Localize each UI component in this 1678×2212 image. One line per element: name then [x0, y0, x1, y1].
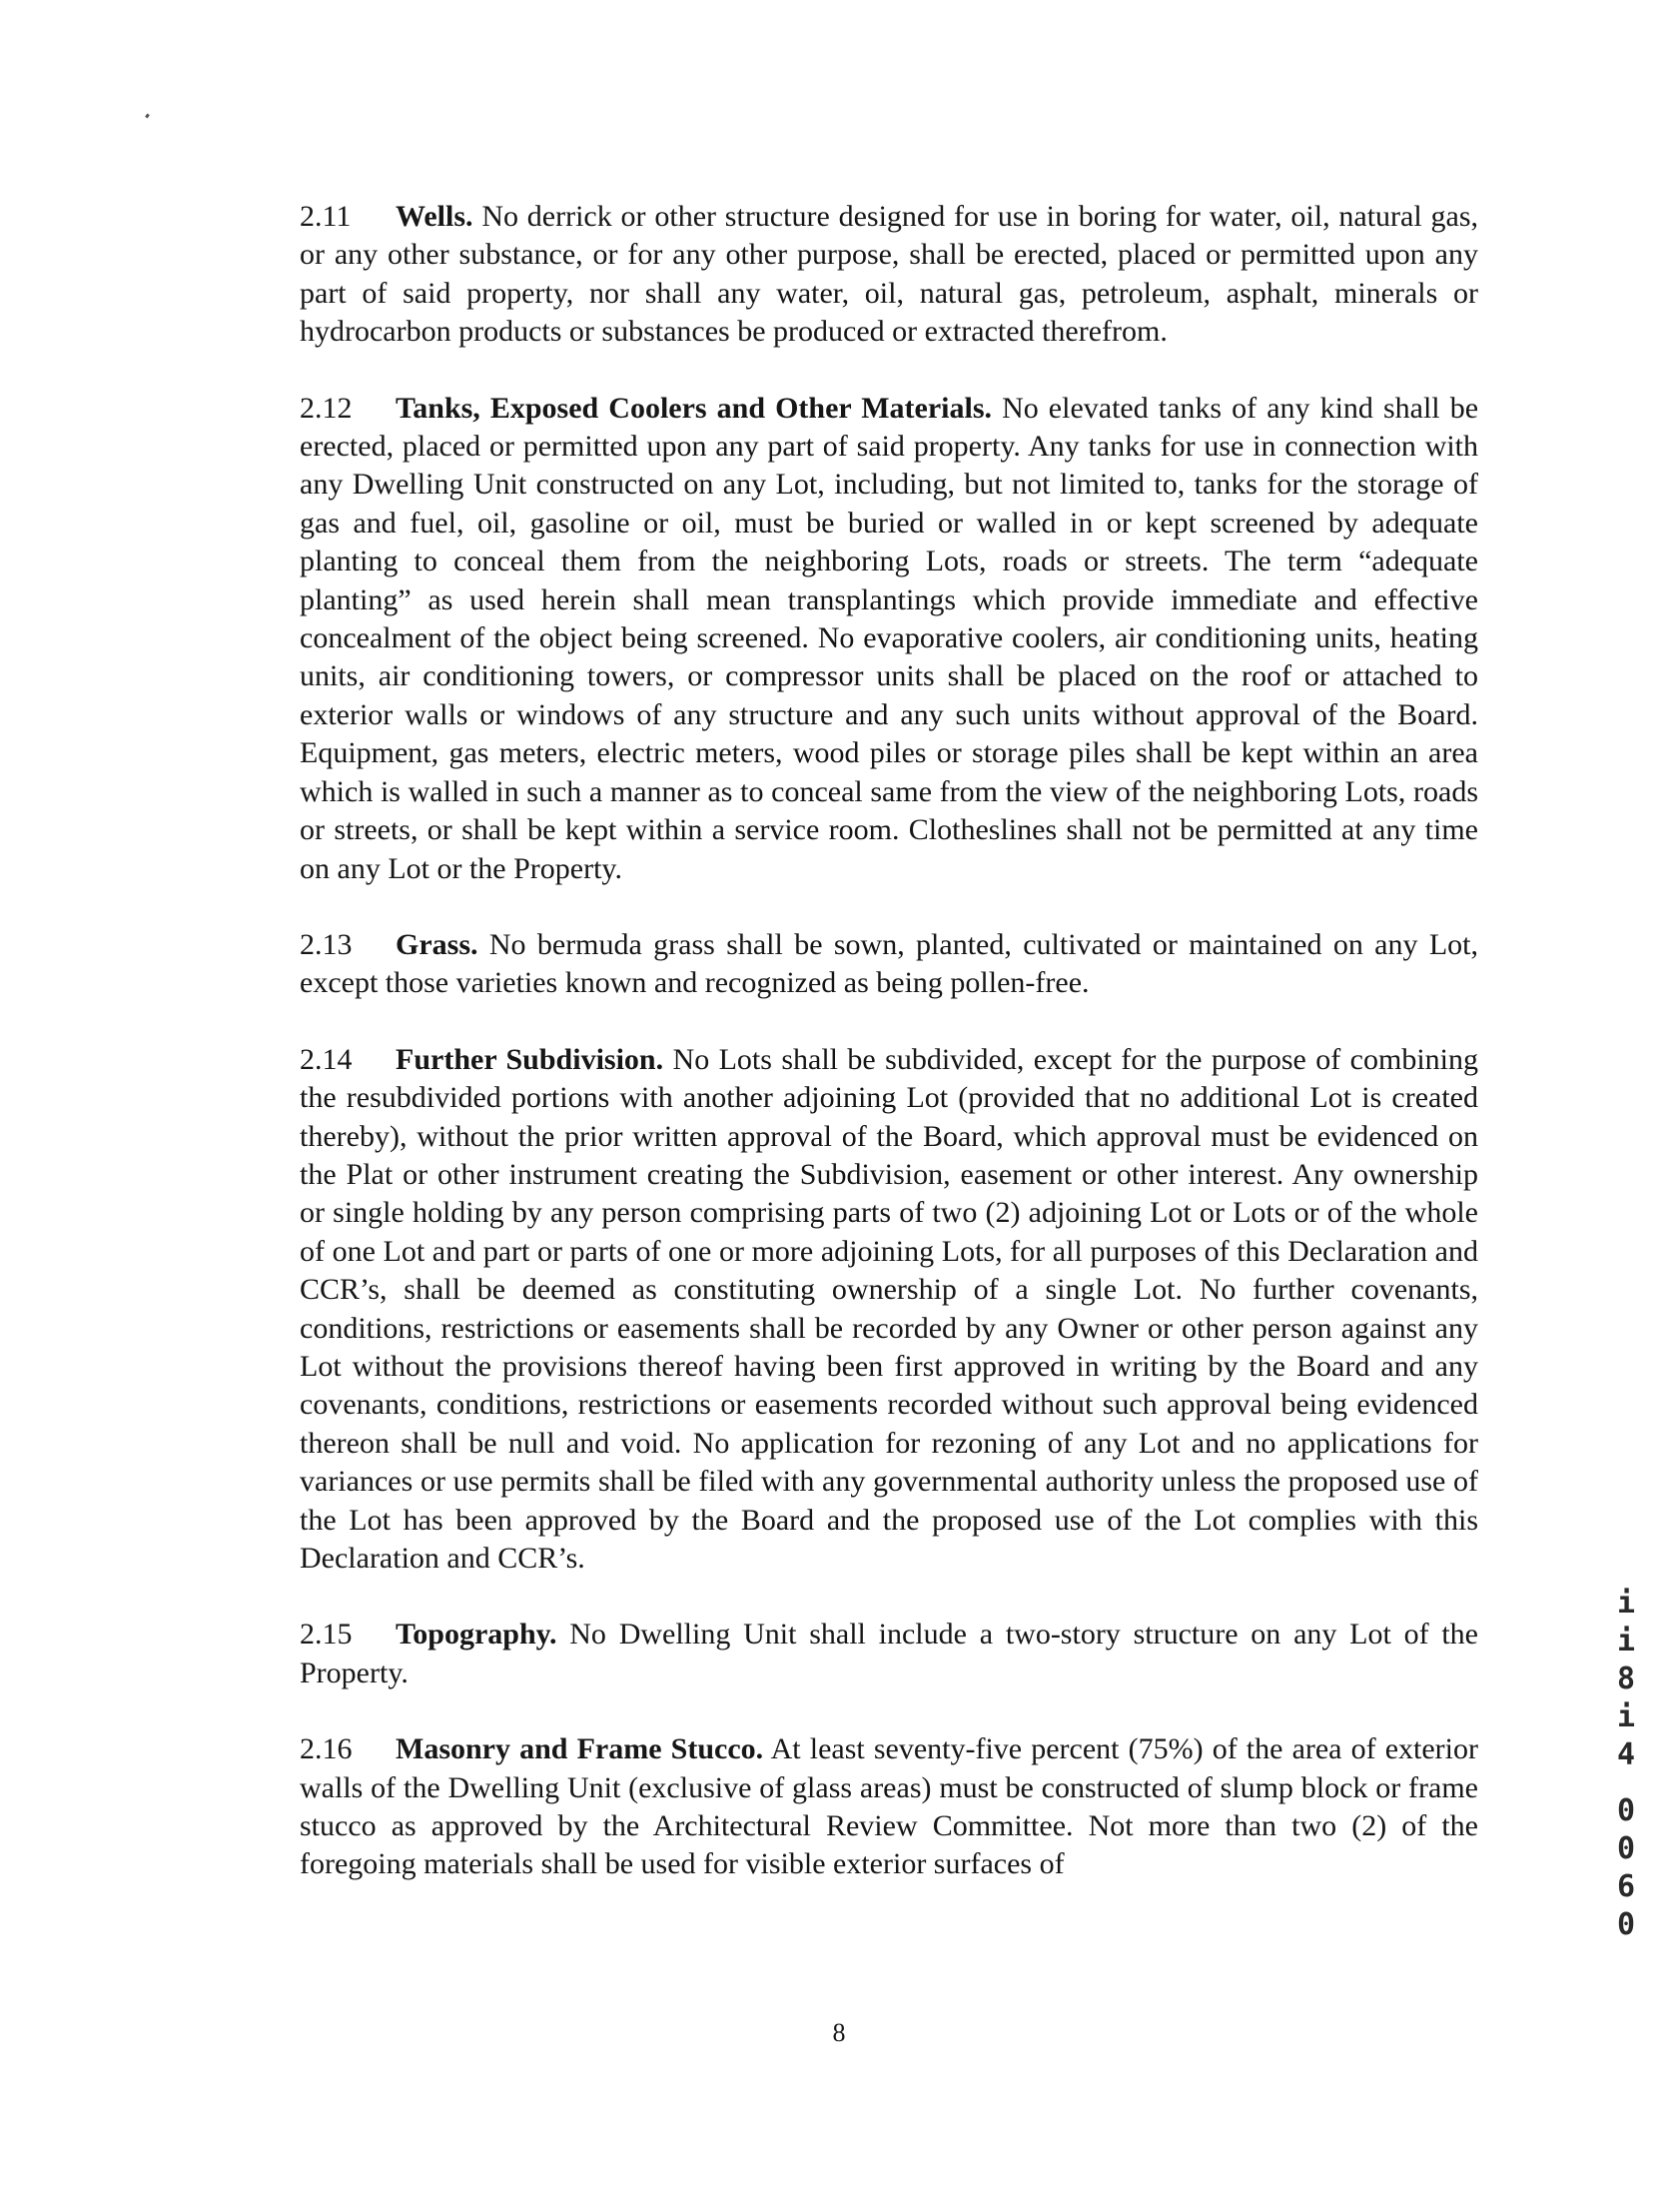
- page-number: 8: [832, 2018, 846, 2047]
- section-number: 2.15: [300, 1618, 353, 1652]
- section-2-15: [300, 1616, 1478, 1692]
- section-heading: Further Subdivision.: [396, 1042, 664, 1076]
- section-2-14: [300, 1041, 1478, 1579]
- bates-char: 0: [1616, 1907, 1636, 1942]
- section-heading: Masonry and Frame Stucco.: [396, 1732, 764, 1766]
- bates-char: i: [1616, 1586, 1636, 1621]
- bates-char: 0: [1616, 1793, 1636, 1828]
- section-body: At least seventy-five percent (75%) of the area of exterior walls of the Dwelling Unit (exclusive of glass areas) must be constructed of slump block or frame stucco as approved by the Architectural Review Committee. Not more than two (2) of the foregoing materials shall be used for visible exterior surfaces of: [300, 1732, 1479, 1881]
- bates-gap: [1606, 1774, 1646, 1792]
- bates-stamp: [1606, 1585, 1646, 1944]
- page-body: [300, 198, 1478, 1922]
- section-body: No Lots shall be subdivided, except for the purpose of combining the resubdivided portions with another adjoining Lot (provided that no additional Lot is created thereby), without the prior written approval of the Board, which approval must be evidenced on the Plat or other instrument creating the Subdivision, easement or other interest. Any ownership or single holding by any person comprising parts of two (2) adjoining Lot or Lots or of the whole of one Lot and part or parts of one or more adjoining Lots, for all purposes of this Declaration and CCR’s, shall be deemed as constituting ownership of a single Lot. No further covenants, conditions, restrictions or easements shall be recorded by any Owner or other person against any Lot without the provisions thereof having been first approved in writing by the Board and any covenants, conditions, restrictions or easements recorded without such approval being evidenced thereon shall be null and void. No application for rezoning of any Lot and no applications for variances or use permits shall be filed with any governmental authority unless the proposed use of the Lot has been approved by the Board and the proposed use of the Lot complies with this Declaration and CCR’s.: [300, 1042, 1478, 1575]
- section-number: 2.12: [300, 391, 353, 425]
- section-2-13: [300, 926, 1478, 1003]
- bates-char: 0: [1616, 1831, 1636, 1866]
- section-number: 2.13: [300, 927, 353, 961]
- section-heading: Tanks, Exposed Coolers and Other Materials.: [396, 391, 993, 425]
- section-body: No Dwelling Unit shall include a two-story structure on any Lot of the Property.: [300, 1618, 1479, 1689]
- section-number: 2.14: [300, 1042, 353, 1076]
- section-body: No elevated tanks of any kind shall be erected, placed or permitted upon any part of said property. Any tanks for use in connection with any Dwelling Unit constructed on any Lot, including, but not limited to, tanks for the storage of gas and fuel, oil, gasoline or oil, must be buried or walled in or kept screened by adequate planting to conceal them from the neighboring Lots, roads or streets. The term “adequate planting” as used herein shall mean transplantings which provide immediate and effective concealment of the object being screened. No evaporative coolers, air conditioning units, heating units, air conditioning towers, or compressor units shall be placed on the roof or attached to exterior walls or windows of any structure and any such units without approval of the Board. Equipment, gas meters, electric meters, wood piles or storage piles shall be kept within an area which is walled in such a manner as to conceal same from the view of the neighboring Lots, roads or streets, or shall be kept within a service room. Clotheslines shall not be permitted at any time on any Lot or the Property.: [300, 391, 1479, 885]
- bates-char: i: [1616, 1699, 1636, 1734]
- section-2-16: [300, 1730, 1478, 1884]
- section-number: 2.11: [300, 200, 352, 233]
- section-heading: Wells.: [396, 200, 473, 233]
- section-number: 2.16: [300, 1732, 353, 1766]
- bates-char: 4: [1616, 1737, 1636, 1772]
- bates-char: 8: [1616, 1661, 1636, 1696]
- section-heading: Topography.: [396, 1618, 557, 1652]
- scan-speck: [145, 114, 150, 119]
- bates-char: i: [1616, 1624, 1636, 1659]
- section-body: No derrick or other structure designed for use in boring for water, oil, natural gas, or any other substance, or for any other purpose, shall be erected, placed or permitted upon any part of said property, nor shall any water, oil, natural gas, petroleum, asphalt, minerals or hydrocarbon products or substances be produced or extracted therefrom.: [300, 200, 1478, 349]
- bates-char: 6: [1616, 1869, 1636, 1904]
- section-2-12: [300, 390, 1478, 888]
- section-2-11: [300, 198, 1478, 352]
- section-body: No bermuda grass shall be sown, planted, cultivated or maintained on any Lot, except those varieties known and recognized as being pollen-free.: [300, 927, 1479, 1000]
- section-heading: Grass.: [396, 927, 478, 961]
